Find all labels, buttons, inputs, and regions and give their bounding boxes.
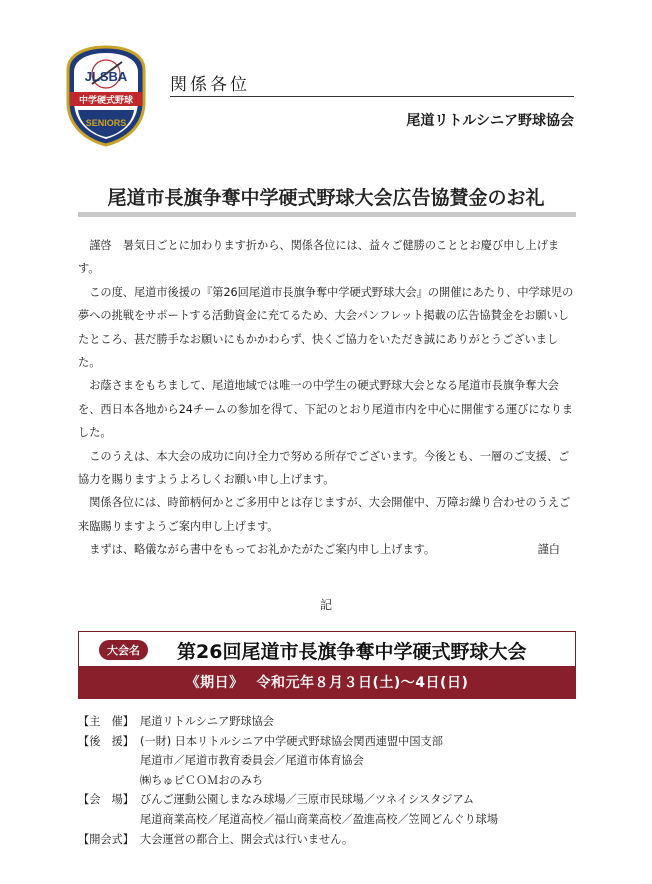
paragraph-thanks: この度、尾道市後援の『第26回尾道市長旗争奪中学硬式野球大会』の開催にあたり、中学球児の夢への挑戦をサポートする活動資金に充てるため、大会パンフレット掲載の広告協賛金をお願いしたところ、甚だ勝手なお願いにもかかわらず、快くご協力をいただき誠にありがとうございました。 <box>78 285 574 370</box>
svg-text:中学硬式野球: 中学硬式野球 <box>78 96 134 106</box>
paragraph-invitation: 関係各位には、時節柄何かとご多用中とは存じますが、大会開催中、万障お繰り合わせのうえご来臨賜りますようご案内申し上げます。 <box>78 496 571 533</box>
detail-label <box>78 810 140 830</box>
detail-value: 尾道リトルシニア野球協会 <box>140 715 274 728</box>
jlsba-seniors-logo <box>64 44 148 148</box>
detail-value: 尾道市／尾道市教育委員会／尾道市体育協会 <box>140 754 364 768</box>
document-title: 尾道市長旗争奪中学硬式野球大会広告協賛金のお礼 <box>107 187 545 209</box>
detail-row-venue-cont <box>78 810 578 830</box>
event-name-tag: 大会名 <box>99 640 148 660</box>
event-date: 令和元年８月３日(土)～4日(日) <box>256 675 469 691</box>
svg-text:JLSBA: JLSBA <box>84 69 128 84</box>
event-banner <box>78 631 576 699</box>
paragraph-closing <box>78 538 578 561</box>
event-date-label: 《期日》 <box>185 675 237 691</box>
detail-label: 【主 催】 <box>78 715 134 728</box>
addressee: 関係各位 <box>170 75 250 95</box>
detail-label <box>78 751 140 771</box>
detail-row-venue <box>78 790 578 810</box>
paragraph-tournament: お蔭さまをもちまして、尾道地域では唯一の中学生の硬式野球大会となる尾道市長旗争奪大会を、西日本各地から24チームの参加を得て、下記のとおり尾道市内を中心に開催する運びになりました。 <box>78 379 574 440</box>
detail-label <box>78 771 140 791</box>
event-name: 第26回尾道市長旗争奪中学硬式野球大会 <box>177 641 527 663</box>
letter-body <box>78 234 578 562</box>
detail-value: 大会運営の都合上、開会式は行いません。 <box>140 832 354 846</box>
closing-text: まずは、略儀ながら書中をもってお礼かたがたご案内申し上げます。 <box>89 543 436 557</box>
event-date-row <box>78 667 576 699</box>
sender-organization: 尾道リトルシニア野球協会 <box>406 113 574 129</box>
event-name-row <box>78 631 576 667</box>
detail-row-sponsor <box>78 732 578 752</box>
detail-value: びんご運動公園しまなみ球場／三原市民球場／ツネイシスタジアム <box>140 793 475 807</box>
detail-value: ㈱ちゅピＣＯＭおのみち <box>140 773 264 787</box>
svg-text:SENIORS: SENIORS <box>85 118 127 128</box>
detail-value: (一財) 日本リトルシニア中学硬式野球協会関西連盟中国支部 <box>140 734 443 748</box>
detail-label: 【会 場】 <box>78 793 134 807</box>
detail-label: 【後 援】 <box>78 734 134 748</box>
detail-value: 尾道商業高校／尾道高校／福山商業高校／盈進高校／笠岡どんぐり球場 <box>140 812 499 826</box>
detail-row-organizer <box>78 712 578 732</box>
event-details <box>78 712 578 849</box>
closing-word: 謹白 <box>537 543 560 557</box>
ki-marker: 記 <box>319 598 332 612</box>
paragraph-greeting: 謹啓 暑気日ごとに加わります折から、関係各位には、益々ご健勝のこととお慶び申し上げます。 <box>78 239 560 276</box>
detail-label: 【開会式】 <box>78 832 134 846</box>
addressee-underline <box>170 96 574 97</box>
detail-row-opening-ceremony <box>78 830 578 850</box>
title-underline <box>78 212 576 217</box>
detail-row-sponsor-cont <box>78 751 578 771</box>
paragraph-commitment: このうえは、本大会の成功に向け全力で努める所存でございます。今後とも、一層のご支援、ご協力を賜りますようよろしくお願い申し上げます。 <box>78 449 570 487</box>
detail-row-sponsor-cont <box>78 771 578 791</box>
